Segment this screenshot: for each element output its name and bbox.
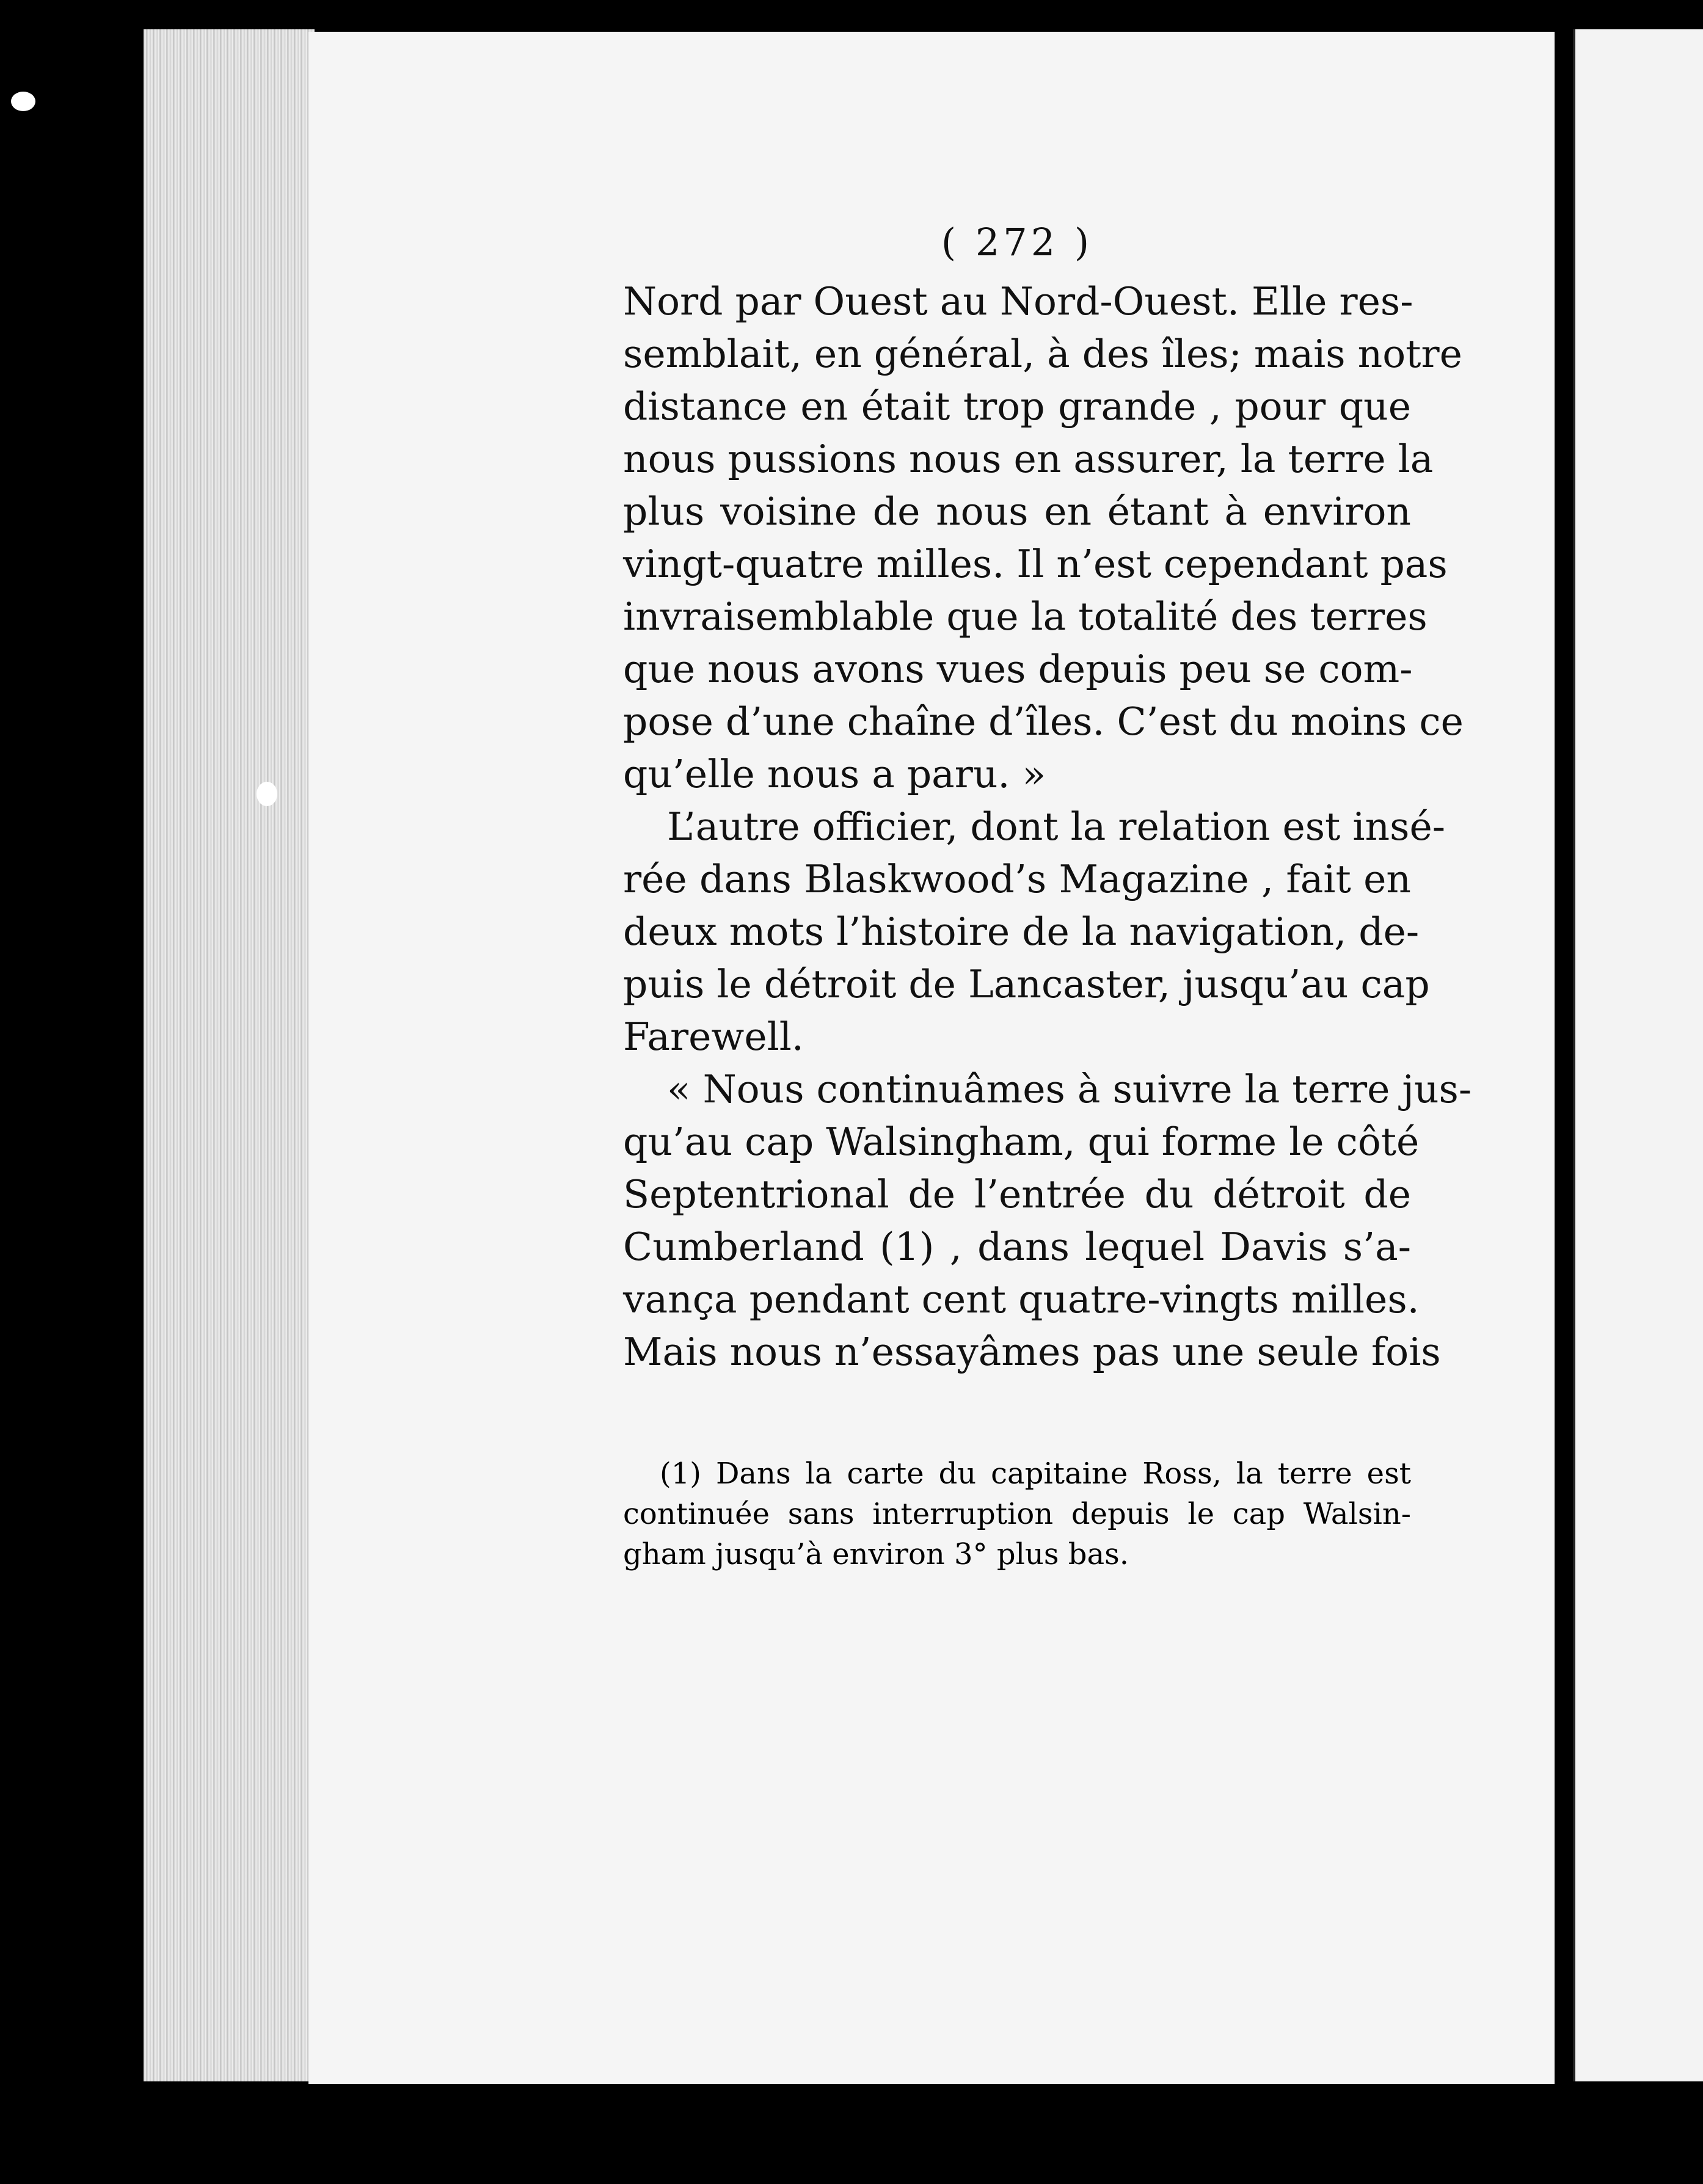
text-line: rée dans Blaskwood’s Magazine , fait en	[623, 857, 1411, 901]
text-line: invraisemblable que la totalité des terres	[623, 594, 1428, 639]
text-line: pose d’une chaîne d’îles. C’est du moins ce	[623, 699, 1464, 744]
facing-page-edge	[1573, 29, 1703, 2081]
scan-speck	[11, 92, 35, 111]
text-line: Nord par Ouest au Nord-Ouest. Elle res-	[623, 279, 1413, 324]
text-line: nous pussions nous en assurer, la terre la	[623, 437, 1434, 481]
text-line: Septentrional de l’entrée du détroit de	[623, 1172, 1411, 1217]
page-edge-stack	[144, 29, 315, 2081]
text-line: L’autre officier, dont la relation est insé-	[667, 804, 1446, 849]
text-line: qu’elle nous a paru. »	[623, 752, 1046, 796]
text-line: puis le détroit de Lancaster, jusqu’au cap	[623, 962, 1430, 1006]
footnote-line: continuée sans interruption depuis le cap Walsin-	[623, 1497, 1411, 1531]
footnote-line: gham jusqu’à environ 3° plus bas.	[623, 1537, 1129, 1571]
text-line: distance en était trop grande , pour que	[623, 384, 1411, 429]
text-line: que nous avons vues depuis peu se com-	[623, 647, 1413, 691]
text-line: deux mots l’histoire de la navigation, de-	[623, 909, 1420, 954]
text-line: vingt-quatre milles. Il n’est cependant pas	[623, 542, 1448, 586]
text-line: vança pendant cent quatre-vingts milles.	[623, 1277, 1420, 1322]
text-line: Farewell.	[623, 1014, 804, 1059]
footnote-line: (1) Dans la carte du capitaine Ross, la terre est	[660, 1457, 1411, 1491]
text-line: Cumberland (1) , dans lequel Davis s’a-	[623, 1225, 1411, 1269]
text-line: Mais nous n’essayâmes pas une seule fois	[623, 1330, 1441, 1374]
text-line: qu’au cap Walsingham, qui forme le côté	[623, 1119, 1420, 1164]
text-line: semblait, en général, à des îles; mais notre	[623, 332, 1462, 376]
page-number: ( 272 )	[941, 220, 1093, 264]
main-text-column	[623, 220, 1472, 1378]
scan-speck	[257, 782, 277, 806]
text-line: « Nous continuâmes à suivre la terre jus-	[667, 1067, 1472, 1112]
footnote-block	[623, 1454, 1411, 1574]
text-line: plus voisine de nous en étant à environ	[623, 489, 1411, 534]
